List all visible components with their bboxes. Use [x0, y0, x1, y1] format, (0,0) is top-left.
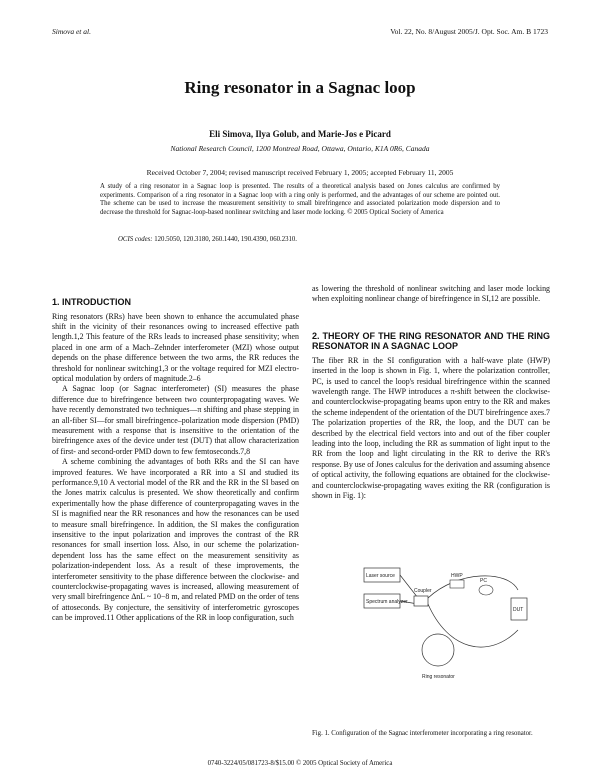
intro-paragraph-3-continued: as lowering the threshold of nonlinear switching and laser mode locking when exploiting nonlinear change of birefringence in SI,12 are possible. — [312, 284, 550, 304]
hwp-box — [450, 580, 464, 588]
ring-resonator-circle — [422, 634, 454, 666]
received-dates: Received October 7, 2004; revised manuscript received February 1, 2005; accepted February 11, 2005 — [146, 168, 454, 177]
section-2-heading: 2. THEORY OF THE RING RESONATOR AND THE RING RESONATOR IN A SAGNAC LOOP — [312, 330, 550, 352]
running-head-citation: Vol. 22, No. 8/August 2005/J. Opt. Soc. Am. B 1723 — [390, 27, 548, 36]
page-footer: 0740-3224/05/081723-8/$15.00 © 2005 Optical Society of America — [207, 760, 393, 767]
ring-resonator-label: Ring resonator — [422, 674, 455, 680]
ocis-label: OCIS codes: — [118, 236, 153, 243]
abstract: A study of a ring resonator in a Sagnac loop is presented. The results of a theoretical analysis based on Jones calculus are confirmed by experiments. Comparison of a ring resonator in a Sagnac loop with a ring only is performed, and the advantages of our scheme are pointed out. The scheme can be used to increase the measurement sensitivity to small birefringence and associated polarization mode dispersion and to decrease the threshold for Sagnac-loop-based nonlinear switching and laser mode locking. © 2005 Optical Society of America — [100, 183, 500, 216]
intro-paragraph-1: Ring resonators (RRs) have been shown to enhance the accumulated phase shift in the vicinity of their resonances owing to increased effective path length.1,2 This feature of the RRs leads to increased phase sensitivity; when placed in one arm of a Mach–Zehnder interferometer (MZI) whose output depends on the phase difference between the two arms, the RR reduces the threshold for nonlinear switching1,3 or the voltage required for MZI electro-optical modulation by orders of magnitude.2–6 — [52, 311, 299, 383]
dut-label: DUT — [513, 607, 524, 613]
source-fiber — [400, 575, 418, 598]
figure-1-caption: Fig. 1. Configuration of the Sagnac interferometer incorporating a ring resonator. — [312, 730, 533, 737]
paper-title: Ring resonator in a Sagnac loop — [184, 78, 416, 97]
running-head-authors: Simova et al. — [52, 27, 91, 36]
coupler-box — [414, 596, 428, 606]
spectrum-analyzer-label: Spectrum analyzer — [366, 599, 408, 605]
setup-schematic — [318, 560, 550, 715]
pc-label: PC — [480, 578, 487, 584]
hwp-label: HWP — [451, 573, 463, 579]
loop-upper-path — [428, 576, 518, 598]
affiliation: National Research Council, 1200 Montreal Road, Ottawa, Ontario, K1A 0R6, Canada — [170, 144, 430, 153]
figure-1-diagram — [318, 560, 550, 715]
left-column — [52, 297, 299, 752]
ocis-codes — [118, 236, 498, 243]
theory-paragraph-1: The fiber RR in the SI configuration with a half-wave plate (HWP) inserted in the loop is shown in Fig. 1, where the polarization controller, PC, is used to cancel the loop's residual birefringence within the scanned wavelength range. The HWP introduces a π-shift between the clockwise- and counterclockwise-propagating beams upon entry to the RR and makes the scheme independent of the orientation of the DUT birefringence axes.7 The polarization properties of the RR, the loop, and the DUT can be described by the electrical field vectors into and out of the fiber coupler leading into the loop, including the RR as summation of light input to the RR from the loop and light circulating in the RR to derive the RR's response. By use of Jones calculus for the derivation and assuming absence of optical activity, the following equations are obtained for the clockwise- and counterclockwise-propagating waves exiting the RR (configuration is shown in Fig. 1): — [312, 355, 550, 501]
pc-coil — [479, 585, 493, 595]
ocis-code-list: 120.5050, 120.3180, 260.1440, 190.4390, 060.2310. — [154, 236, 297, 243]
laser-source-label: Laser source — [366, 573, 395, 579]
loop-lower-path — [428, 604, 518, 647]
intro-paragraph-3: A scheme combining the advantages of both RRs and the SI can have improved features. We have incorporated a RR into a SI and studied its performance.9,10 A vectorial model of the RR and the RR in the SI based on the Jones matrix calculus is presented. We show theoretically and confirm experimentally how the phase difference of counterpropagating waves in the SI is magnified near the RR resonances and how the resonances can be used to measure small birefringence. In addition, the SI makes the configuration insensitive to the input polarization and improves the contrast of the RR resonances for small insertion loss. Also, in our scheme the polarization-dependent loss has the same effect on the measurement sensitivity as polarization-independent loss. As a result of these improvements, the interferometer sensitivity to the phase difference between the clockwise- and counterclockwise-propagating waves is increased, allowing measurement of very small birefringence ΔnL ~ 10−8 m, and related PMD on the order of tens of attoseconds. By conjecture, the sensitivity of interferometric gyroscopes can be improved.11 Other applications of the RR in loop configuration, such — [52, 457, 299, 623]
section-1-heading: 1. INTRODUCTION — [52, 297, 132, 307]
author-list: Eli Simova, Ilya Golub, and Marie-Jos e Picard — [209, 129, 391, 139]
intro-paragraph-2: A Sagnac loop (or Sagnac interferometer) (SI) measures the phase difference due to birefringence between two counterpropagating waves. We have recently demonstrated two techniques—π shifting and phase stepping in an all-fiber SI—for small birefringence–polarization mode dispersion (PMD) measurement with a response that is insensitive to the orientation of the birefringence axes of the device under test (DUT) that allow characterization of first- and second-order PMD down to few femtoseconds.7,8 — [52, 384, 299, 456]
coupler-label: Coupler — [414, 588, 432, 594]
